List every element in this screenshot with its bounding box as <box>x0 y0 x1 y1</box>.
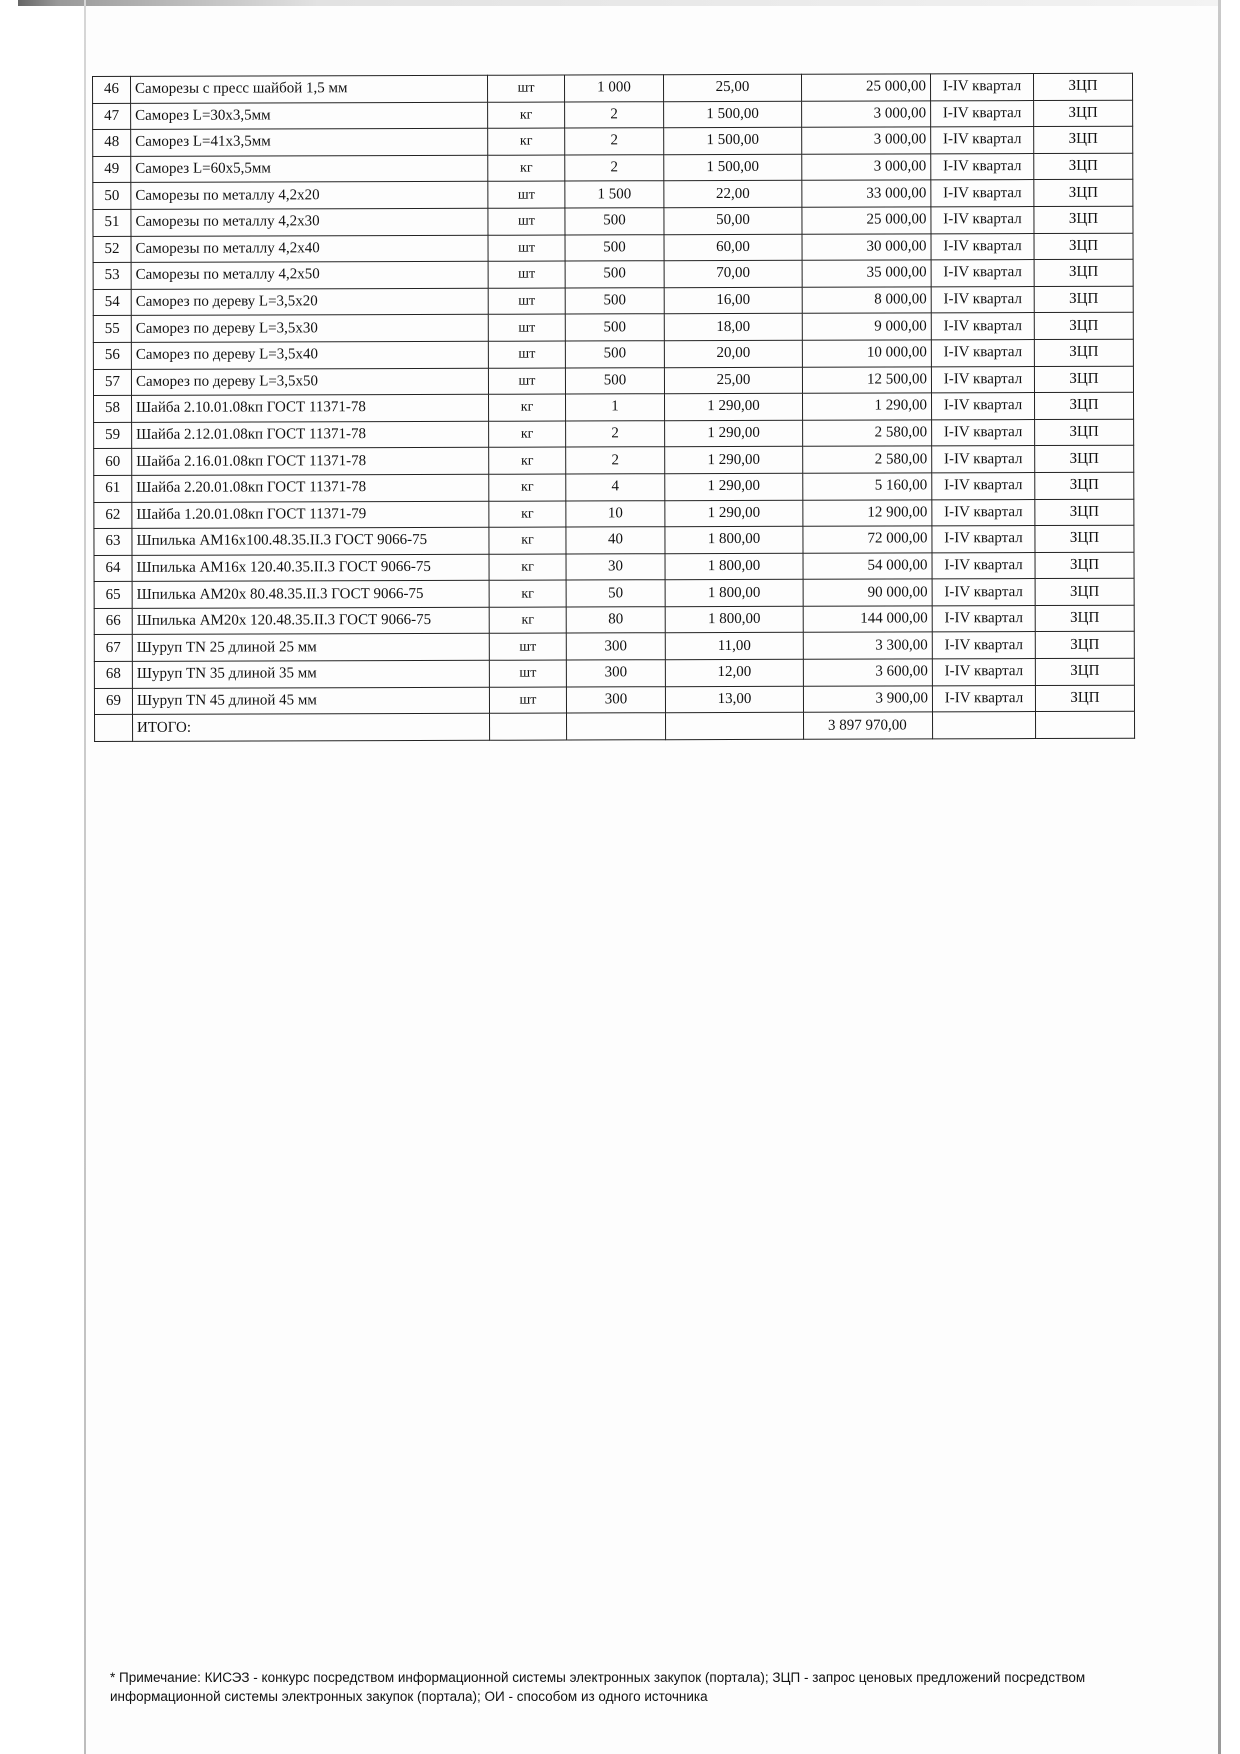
total-cell: 3 000,00 <box>802 127 931 154</box>
period-cell: I-IV квартал <box>932 579 1035 606</box>
row-number: 64 <box>94 555 132 582</box>
unit-cell: шт <box>488 181 565 208</box>
item-name: Шпилька АМ16x100.48.35.II.3 ГОСТ 9066-75 <box>132 527 489 555</box>
period-cell: I-IV квартал <box>932 419 1035 446</box>
period-cell: I-IV квартал <box>932 659 1035 686</box>
quantity-cell: 500 <box>565 208 664 235</box>
empty-cell <box>933 712 1036 739</box>
table-row <box>94 685 1134 715</box>
method-cell: ЗЦП <box>1034 392 1133 419</box>
quantity-cell: 1 000 <box>564 75 663 102</box>
unit-cell: шт <box>489 687 566 714</box>
unit-cell: шт <box>488 314 565 341</box>
method-cell: ЗЦП <box>1034 100 1133 127</box>
scan-right-edge <box>1218 0 1221 1754</box>
method-cell: ЗЦП <box>1033 73 1132 100</box>
item-name: Саморезы по металлу 4,2x30 <box>131 208 488 236</box>
row-number: 63 <box>94 528 132 555</box>
quantity-cell: 500 <box>565 314 664 341</box>
row-number: 52 <box>93 236 131 263</box>
unit-cell: шт <box>488 288 565 315</box>
row-number: 59 <box>94 422 132 449</box>
period-cell: I-IV квартал <box>931 286 1034 313</box>
method-cell: ЗЦП <box>1035 552 1134 579</box>
period-cell: I-IV квартал <box>932 446 1035 473</box>
row-number: 56 <box>93 342 131 369</box>
total-cell: 12 500,00 <box>802 366 931 393</box>
table-row <box>94 605 1134 635</box>
price-cell: 1 290,00 <box>665 447 803 474</box>
empty-cell <box>1036 711 1135 738</box>
unit-cell: кг <box>489 527 566 554</box>
item-name: Шуруп TN 45 длиной 45 мм <box>132 687 489 715</box>
total-value: 3 897 970,00 <box>804 712 933 739</box>
method-cell: ЗЦП <box>1034 339 1133 366</box>
quantity-cell: 10 <box>566 500 665 527</box>
price-cell: 20,00 <box>664 340 802 367</box>
quantity-cell: 500 <box>565 367 664 394</box>
empty-cell <box>567 713 666 740</box>
quantity-cell: 300 <box>566 660 665 687</box>
item-name: Шпилька АМ20x 120.48.35.II.3 ГОСТ 9066-75 <box>132 607 489 635</box>
row-number: 57 <box>93 369 131 396</box>
total-cell: 72 000,00 <box>803 526 932 553</box>
quantity-cell: 2 <box>566 420 665 447</box>
quantity-cell: 2 <box>565 101 664 128</box>
quantity-cell: 500 <box>565 341 664 368</box>
price-cell: 1 290,00 <box>665 393 803 420</box>
method-cell: ЗЦП <box>1035 472 1134 499</box>
price-cell: 60,00 <box>664 234 802 261</box>
table-row <box>93 366 1133 396</box>
row-number: 54 <box>93 289 131 316</box>
row-number: 61 <box>94 475 132 502</box>
item-name: Саморез L=30x3,5мм <box>131 102 488 130</box>
quantity-cell: 300 <box>566 633 665 660</box>
unit-cell: кг <box>489 394 566 421</box>
total-row <box>95 711 1135 741</box>
unit-cell: кг <box>488 102 565 129</box>
item-name: Саморез по дереву L=3,5x50 <box>131 368 488 396</box>
price-cell: 1 800,00 <box>665 526 803 553</box>
total-cell: 25 000,00 <box>802 207 931 234</box>
quantity-cell: 500 <box>565 234 664 261</box>
price-cell: 1 800,00 <box>665 580 803 607</box>
row-number: 50 <box>93 183 131 210</box>
unit-cell: шт <box>488 208 565 235</box>
period-cell: I-IV квартал <box>931 127 1034 154</box>
table-row <box>94 525 1134 555</box>
price-cell: 13,00 <box>665 686 803 713</box>
period-cell: I-IV квартал <box>932 393 1035 420</box>
table-row <box>93 286 1133 316</box>
total-cell: 8 000,00 <box>802 287 931 314</box>
table-row <box>93 259 1133 289</box>
method-cell: ЗЦП <box>1034 366 1133 393</box>
period-cell: I-IV квартал <box>932 685 1035 712</box>
price-cell: 1 500,00 <box>664 154 802 181</box>
table-row <box>93 206 1133 236</box>
unit-cell: кг <box>489 501 566 528</box>
total-cell: 1 290,00 <box>803 393 932 420</box>
period-cell: I-IV квартал <box>932 472 1035 499</box>
table-row <box>94 472 1134 502</box>
quantity-cell: 40 <box>566 527 665 554</box>
period-cell: I-IV квартал <box>931 180 1034 207</box>
table-row <box>94 658 1134 688</box>
item-name: Шайба 2.20.01.08кп ГОСТ 11371-78 <box>132 474 489 502</box>
method-cell: ЗЦП <box>1034 259 1133 286</box>
total-label: ИТОГО: <box>133 714 490 742</box>
quantity-cell: 80 <box>566 607 665 634</box>
method-cell: ЗЦП <box>1034 180 1133 207</box>
quantity-cell: 2 <box>566 447 665 474</box>
price-cell: 12,00 <box>665 659 803 686</box>
item-name: Саморез по дереву L=3,5x30 <box>131 315 488 343</box>
unit-cell: шт <box>488 341 565 368</box>
item-name: Саморезы по металлу 4,2x40 <box>131 235 488 263</box>
item-name: Шайба 2.10.01.08кп ГОСТ 11371-78 <box>132 394 489 422</box>
table-row <box>94 499 1134 529</box>
row-number: 67 <box>94 635 132 662</box>
item-name: Шайба 2.16.01.08кп ГОСТ 11371-78 <box>132 448 489 476</box>
total-cell: 12 900,00 <box>803 499 932 526</box>
method-cell: ЗЦП <box>1034 313 1133 340</box>
period-cell: I-IV квартал <box>932 605 1035 632</box>
table-row <box>93 73 1133 103</box>
unit-cell: кг <box>489 554 566 581</box>
period-cell: I-IV квартал <box>931 207 1034 234</box>
total-cell: 9 000,00 <box>802 313 931 340</box>
unit-cell: шт <box>487 75 564 102</box>
row-number: 53 <box>93 263 131 290</box>
table-row <box>93 100 1133 130</box>
price-cell: 1 800,00 <box>665 553 803 580</box>
total-cell: 3 300,00 <box>803 632 932 659</box>
item-name: Шпилька АМ20x 80.48.35.II.3 ГОСТ 9066-75 <box>132 581 489 609</box>
table-row <box>93 339 1133 369</box>
unit-cell: кг <box>489 447 566 474</box>
item-name: Саморез по дереву L=3,5x40 <box>131 341 488 369</box>
unit-cell: шт <box>488 368 565 395</box>
price-cell: 1 290,00 <box>665 473 803 500</box>
item-name: Шпилька АМ16x 120.40.35.II.3 ГОСТ 9066-75 <box>132 554 489 582</box>
price-cell: 1 290,00 <box>665 500 803 527</box>
unit-cell: кг <box>489 421 566 448</box>
row-number: 49 <box>93 156 131 183</box>
row-number: 46 <box>93 76 131 103</box>
method-cell: ЗЦП <box>1035 605 1134 632</box>
row-number: 65 <box>94 582 132 609</box>
price-cell: 11,00 <box>665 633 803 660</box>
price-cell: 22,00 <box>664 181 802 208</box>
price-cell: 16,00 <box>664 287 802 314</box>
price-cell: 1 290,00 <box>665 420 803 447</box>
item-name: Саморез по дереву L=3,5x20 <box>131 288 488 316</box>
quantity-cell: 500 <box>565 261 664 288</box>
method-cell: ЗЦП <box>1035 685 1134 712</box>
method-cell: ЗЦП <box>1035 632 1134 659</box>
table-row <box>93 313 1133 343</box>
method-cell: ЗЦП <box>1034 233 1133 260</box>
unit-cell: кг <box>488 155 565 182</box>
period-cell: I-IV квартал <box>931 153 1034 180</box>
period-cell: I-IV квартал <box>931 313 1034 340</box>
period-cell: I-IV квартал <box>932 526 1035 553</box>
table-row <box>93 233 1133 263</box>
item-name: Шуруп TN 25 длиной 25 мм <box>132 634 489 662</box>
total-cell: 3 000,00 <box>802 100 931 127</box>
total-cell: 3 900,00 <box>803 686 932 713</box>
scan-top-edge <box>18 0 1218 6</box>
period-cell: I-IV квартал <box>932 552 1035 579</box>
unit-cell: шт <box>489 660 566 687</box>
empty-cell <box>490 713 567 740</box>
row-number: 68 <box>94 661 132 688</box>
unit-cell: кг <box>489 607 566 634</box>
item-name: Саморезы по металлу 4,2x20 <box>131 182 488 210</box>
period-cell: I-IV квартал <box>931 233 1034 260</box>
total-cell: 144 000,00 <box>803 606 932 633</box>
row-number: 58 <box>94 396 132 423</box>
period-cell: I-IV квартал <box>932 632 1035 659</box>
quantity-cell: 1 <box>566 394 665 421</box>
table-row <box>93 153 1133 183</box>
method-cell: ЗЦП <box>1034 153 1133 180</box>
period-cell: I-IV квартал <box>931 366 1034 393</box>
empty-cell <box>666 713 804 740</box>
row-number: 66 <box>94 608 132 635</box>
price-cell: 50,00 <box>664 207 802 234</box>
method-cell: ЗЦП <box>1034 286 1133 313</box>
procurement-table <box>92 73 1135 742</box>
total-cell: 25 000,00 <box>801 74 930 101</box>
item-name: Шайба 1.20.01.08кп ГОСТ 11371-79 <box>132 501 489 529</box>
method-cell: ЗЦП <box>1034 206 1133 233</box>
method-cell: ЗЦП <box>1035 525 1134 552</box>
row-number: 51 <box>93 209 131 236</box>
quantity-cell: 2 <box>565 154 664 181</box>
item-name: Саморезы по металлу 4,2x50 <box>131 261 488 289</box>
table-row <box>93 126 1133 156</box>
item-name: Шайба 2.12.01.08кп ГОСТ 11371-78 <box>132 421 489 449</box>
item-name: Шуруп TN 35 длиной 35 мм <box>132 660 489 688</box>
unit-cell: кг <box>489 580 566 607</box>
item-name: Саморезы с пресс шайбой 1,5 мм <box>131 75 488 103</box>
table-row <box>94 419 1134 449</box>
method-cell: ЗЦП <box>1034 126 1133 153</box>
table-body <box>93 73 1135 741</box>
row-number: 69 <box>94 688 132 715</box>
period-cell: I-IV квартал <box>931 339 1034 366</box>
total-cell: 90 000,00 <box>803 579 932 606</box>
price-cell: 1 500,00 <box>664 101 802 128</box>
total-cell: 3 600,00 <box>803 659 932 686</box>
row-number: 60 <box>94 449 132 476</box>
total-cell: 30 000,00 <box>802 233 931 260</box>
total-cell: 33 000,00 <box>802 180 931 207</box>
quantity-cell: 1 500 <box>565 181 664 208</box>
row-number: 48 <box>93 130 131 157</box>
scan-left-edge <box>84 0 86 1754</box>
unit-cell: шт <box>488 235 565 262</box>
row-number: 62 <box>94 502 132 529</box>
method-cell: ЗЦП <box>1035 499 1134 526</box>
quantity-cell: 4 <box>566 474 665 501</box>
total-cell: 2 580,00 <box>803 420 932 447</box>
price-cell: 25,00 <box>664 367 802 394</box>
price-cell: 25,00 <box>663 74 801 101</box>
quantity-cell: 30 <box>566 553 665 580</box>
quantity-cell: 2 <box>565 128 664 155</box>
total-cell: 5 160,00 <box>803 473 932 500</box>
unit-cell: шт <box>489 633 566 660</box>
price-cell: 1 800,00 <box>665 606 803 633</box>
row-number: 55 <box>93 316 131 343</box>
price-cell: 1 500,00 <box>664 127 802 154</box>
item-name: Саморез L=41x3,5мм <box>131 128 488 156</box>
footnote: * Примечание: КИСЭЗ - конкурс посредством информационной системы электронных закупок (портала); ЗЦП - запрос ценовых предложений посредством информационной системы электронных закупок (портала); ОИ - способом из одного источника <box>110 1670 1086 1704</box>
period-cell: I-IV квартал <box>932 499 1035 526</box>
total-cell: 3 000,00 <box>802 154 931 181</box>
price-cell: 70,00 <box>664 260 802 287</box>
table-row <box>94 392 1134 422</box>
table-row <box>94 579 1134 609</box>
period-cell: I-IV квартал <box>931 100 1034 127</box>
total-cell: 35 000,00 <box>802 260 931 287</box>
method-cell: ЗЦП <box>1035 419 1134 446</box>
period-cell: I-IV квартал <box>931 260 1034 287</box>
table-row <box>93 180 1133 210</box>
period-cell: I-IV квартал <box>930 74 1033 101</box>
quantity-cell: 500 <box>565 287 664 314</box>
total-cell: 54 000,00 <box>803 553 932 580</box>
method-cell: ЗЦП <box>1035 658 1134 685</box>
total-cell: 2 580,00 <box>803 446 932 473</box>
table-row <box>94 632 1134 662</box>
quantity-cell: 300 <box>566 686 665 713</box>
item-name: Саморез L=60x5,5мм <box>131 155 488 183</box>
method-cell: ЗЦП <box>1035 579 1134 606</box>
table-row <box>94 446 1134 476</box>
quantity-cell: 50 <box>566 580 665 607</box>
unit-cell: кг <box>488 128 565 155</box>
total-cell: 10 000,00 <box>802 340 931 367</box>
method-cell: ЗЦП <box>1035 446 1134 473</box>
price-cell: 18,00 <box>664 314 802 341</box>
unit-cell: шт <box>488 261 565 288</box>
row-number: 47 <box>93 103 131 130</box>
table-row <box>94 552 1134 582</box>
unit-cell: кг <box>489 474 566 501</box>
empty-cell <box>95 715 133 742</box>
